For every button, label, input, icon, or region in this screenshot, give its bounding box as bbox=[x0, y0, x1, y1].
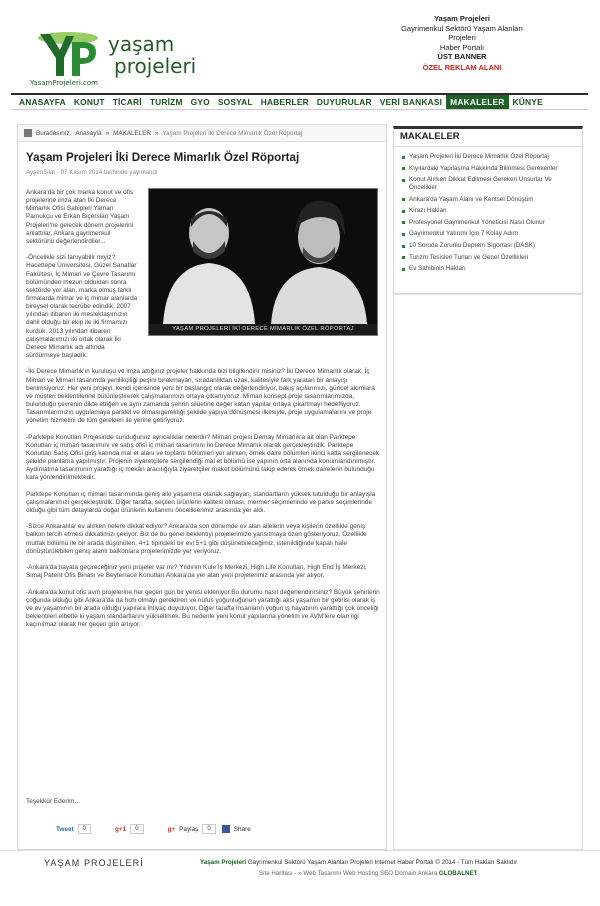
sidebar-item-link[interactable]: Yaşam Projeleri İki Derece Mimarlık Özel Röportaj bbox=[409, 153, 549, 160]
sidebar-title: MAKALELER bbox=[394, 129, 582, 147]
gplus-count: 0 bbox=[130, 824, 143, 834]
tweet-count: 0 bbox=[78, 824, 91, 834]
site-logo[interactable] bbox=[30, 28, 200, 90]
logo-wordmark bbox=[108, 33, 196, 77]
logo-line2: projeleri bbox=[114, 54, 197, 78]
ad-line2: Gayrimenkul Sektörü Yaşam Alanları Projeleri bbox=[401, 23, 523, 42]
nav-turizm[interactable]: TURİZM bbox=[149, 97, 183, 107]
sidebar-item[interactable] bbox=[402, 207, 576, 215]
sidebar-item-link[interactable]: Konut Alırken Dikkat Edilmesi Gereken Unsurlar Ve Öncelikler bbox=[409, 176, 552, 191]
sidebar-item[interactable] bbox=[402, 230, 576, 238]
footer-credits bbox=[259, 870, 477, 877]
sidebar-list bbox=[394, 147, 582, 273]
share-label: Share bbox=[233, 825, 251, 833]
breadcrumb-current: Yaşam Projeleri İki Derece Mimarlık Özel Röportaj bbox=[162, 129, 303, 137]
like-button[interactable] bbox=[168, 824, 216, 834]
article-paragraph: Ankara'da bir çok marka konut ve ofis projelerine imza atan İki Derece Mimarlık Ofisi Sahipleri Yaman Pamukçu ve Erkan Biçerslan Yaşam Projeleri'ne gelecek dönem projelerini anlattılar, Ankara gayrimenkul sektörünü değerlendirdiler... bbox=[26, 189, 134, 245]
nav-anasayfa[interactable]: ANASAYFA bbox=[19, 97, 66, 107]
ad-line3: Haber Portalı bbox=[439, 42, 485, 52]
breadcrumb-section[interactable]: MAKALELER bbox=[113, 129, 151, 137]
nav-kunye[interactable]: KÜNYE bbox=[512, 97, 543, 107]
sidebar-item[interactable] bbox=[402, 219, 576, 227]
breadcrumb bbox=[18, 125, 386, 142]
article-paragraph: -Ankara'da konut ofis avm projelerine her geçen gün bir yenisi ekleniyor.Bu durumu nasıl değerlendirirsiniz? Büyük şehirlerin çoğunda olduğu gibi Ankara'da da hızlı olmayı gerektiren ve nüfus yoğunluğunun yarattığı aksi yaşamın bir getirisi olarak iş ve ev yaşamının bir arada olduğu yapılara ihtiyaç duyuluyor. Diğer tarafta insanların yoğun iş hayatının yarattığı çok önceliği beklentileri elbette ki yaşam standartlarını yükseltmek. Bu nedenle yeni konut yapılarına yönelim ve AVM'lere olan ilgi kaçınılmaz olarak her geçen gün artıyor. bbox=[26, 588, 380, 629]
nav-sosyal[interactable]: SOSYAL bbox=[217, 97, 253, 107]
article-title: Yaşam Projeleri İki Derece Mimarlık Özel Röportaj bbox=[26, 151, 300, 164]
gplus-icon: g+ bbox=[167, 825, 176, 833]
article-body bbox=[26, 189, 380, 637]
sidebar-makaleler bbox=[393, 126, 583, 294]
gplus-label: g+1 bbox=[114, 825, 127, 833]
breadcrumb-label: Buradasınız: bbox=[36, 129, 72, 137]
footer-globalnet[interactable]: GLOBALNET bbox=[438, 870, 478, 877]
nav-konut[interactable]: KONUT bbox=[73, 97, 105, 107]
footer-credits-text[interactable]: Site Haritası - » Web Tasarımı Web Hosting SEO Domain Ankara bbox=[259, 870, 438, 877]
article-paragraph: -Öncelikle sizi tanıyabilir miyiz? Hacettepe Üniversitesi, Güzel Sanatlar Fakültesi, İç Mimari ve Çevre Tasarımı bölümünden mezun olduktan sonra sektörde yer alan, marka olmuş farklı firmalarda mimar ve iç mimar alanlarda bireysel olarak tecrübe edindik. 2007 yılından itibaren iki meslektaşımızın dahil olduğu bir ekip ile iki firmamızı kurduk. 2013 yılından itibaren çalışmalarımızı iki ortak olarak İki Derece Mimarlık adı altında sürdürmeye başladık. bbox=[26, 254, 138, 360]
footer bbox=[0, 850, 600, 906]
footer-copyright-text: Gayrimenkul Sektörü Yaşam Alanları Projeleri Internet Haber Portalı © 2014 - Tüm Hakları Saklıdır bbox=[247, 859, 518, 866]
article-paragraph: -Sizce Ankaralılar ev alırken nelere dikkat ediyor? Ankara'da son dönemde ev alan ailelerin veya kişilerin özellikle geniş balkon tercih etmesi dikkatimizi çekiyor. Biz de bu genel beklentiyi projelerimize yansıtmaya özen gösteriyoruz. Özellikle mutfak bölümü ile bir arada düşünülen, 4+1 tipindeki bir evi 5+1 gibi düşünebileceğimiz, istenildiğinde kapalı hale dönüştürülebilen geniş alanlı balkonlara projelerimizde yer veriyoruz. bbox=[26, 523, 367, 555]
nav-makaleler[interactable]: MAKALELER bbox=[446, 95, 508, 109]
sidebar-item-link[interactable]: Ev Sahibinin Hakları bbox=[409, 265, 466, 273]
sidebar-item-link[interactable]: Ankara'da Yaşam Alanı ve Kentsel Dönüşüm bbox=[409, 195, 534, 203]
main-nav bbox=[11, 93, 588, 110]
nav-veri-bankasi[interactable]: VERİ BANKASI bbox=[379, 97, 443, 107]
photo-caption: YAŞAM PROJELERİ İKİ DERECE MİMARLIK ÖZEL RÖPORTAJ bbox=[149, 324, 377, 335]
ad-line5: ÖZEL REKLAM ALANI bbox=[422, 62, 502, 72]
tweet-label: Tweet bbox=[56, 825, 74, 833]
sidebar-item-link[interactable]: Gayrimenkul Yatırımı İçin 7 Kolay Adım bbox=[409, 230, 518, 238]
sidebar-item[interactable] bbox=[402, 153, 576, 161]
sidebar-item[interactable] bbox=[402, 165, 576, 173]
article-paragraph: -İki Derece Mimarlık'ın kuruluşu ve imza attığınız projeler hakkında bizi bilgilendirir misiniz? İki Derece Mimarlık olarak, İç Mimari ve Mimari tasarımda yenilikçiliği peşini bırakmayan, sıradanlıktan uzak, kalitesiyle fark yaratan bir anlayışı benimsiyoruz. Her yeni projeyi, kendi içerisinde yeni bir başlangıç olarak değerlendiriyor, bakış açılarımızı, güncel akımlara ve müşteri beklentilerine bütünleştirerek çalışmalarımızı ortaya çıkartıyoruz. Mimari konsept proje tasarımlarımızda, bulunduğu çevrenin dikte ettiğen ve aynı zamanda şehrin silüetine değer katan yapılar ortaya çıkartmayı hedefliyoruz. Tasarımlarımızın uygulamaya paralel ve olmasıgerektiği şekilde yapıya dönüşmesi ilkesiyle, proje uygulamalarını ve proje yönetim hizmetini de tüm gerekleri ile yerine getiriyoruz. bbox=[26, 368, 375, 425]
article-container bbox=[17, 124, 387, 850]
share-bar bbox=[56, 824, 251, 834]
article-thanks: Teşekkür Ederim... bbox=[26, 798, 80, 805]
tweet-button[interactable] bbox=[56, 824, 91, 834]
ad-line4: ÜST BANNER bbox=[437, 52, 487, 61]
sidebar-item-link[interactable]: 10 Soruda Zorunlu Deprem Sigortası (DASK) bbox=[409, 241, 535, 249]
facebook-icon bbox=[222, 825, 230, 833]
sidebar-ad-area bbox=[393, 294, 583, 850]
nav-haberler[interactable]: HABERLER bbox=[260, 97, 309, 107]
gplus-button[interactable] bbox=[115, 824, 144, 834]
footer-logo[interactable]: YAŞAM PROJELERİ bbox=[44, 858, 144, 868]
chevron-right-icon: » bbox=[105, 129, 110, 137]
article-paragraph: -Parktepe Konutları Projesinde sunduğunuz ayrıcalıklar nelerdir? Mimari projesi Demay Mimarlık'a ait olan Parktepe Konutları iç mimari tasarımını ve satış ofisi iç mimari tasarımını İki Derece Mimarlık olarak gerçekleştirdik. Parktepe Konutları Satış Ofisi giriş katında mal et alanı ve toplantı bölümleri yer alırken, örnek daire bölümleri ikinci katta sergilenecek şekilde planlama yapılmıştır. Projenin ziyaretçilere sergilendiği mal et bölümü ise yapının orta alanında konumlandırılmıştır. Aydınlatma tasarımının yarattığı iç mekân aracılığıyla ziyaretçiler maket bölümünü takip ederek örnek dairelerin bulunduğu kata yönlendirilmektedir. bbox=[26, 433, 380, 482]
article-paragraph: -Ankara'da hayata geçireceğiniz yeni projeler var mı? Yıldırım Kule İş Merkezi, High Life Konutları, High End İş Merkezi, Simaj Patent Ofis Binası ve Beyterrace Konutları Ankara'da yer alan yeni projelerimiz arasında yer alıyor. bbox=[26, 564, 367, 580]
chevron-right-icon: » bbox=[154, 129, 159, 137]
sidebar-item-link[interactable]: Profesyonel Gayrimenkul Yöneticisi Nasıl Olunur bbox=[409, 218, 545, 226]
like-label: Paylaş bbox=[179, 825, 199, 833]
header-banner-ad[interactable] bbox=[387, 14, 537, 72]
logo-url: YasamProjeleri.com bbox=[30, 79, 98, 87]
breadcrumb-home[interactable]: Anasayfa bbox=[75, 129, 102, 137]
home-icon bbox=[24, 129, 32, 137]
sidebar-item[interactable] bbox=[402, 196, 576, 204]
sidebar-item[interactable] bbox=[402, 265, 576, 273]
nav-duyurular[interactable]: DUYURULAR bbox=[316, 97, 372, 107]
sidebar-item[interactable] bbox=[402, 176, 576, 192]
footer-brand: Yaşam Projeleri bbox=[200, 859, 247, 866]
ad-line1: Yaşam Projeleri bbox=[434, 14, 490, 23]
facebook-share-button[interactable] bbox=[222, 825, 251, 833]
nav-ticari[interactable]: TİCARİ bbox=[112, 97, 142, 107]
article-paragraph: Parktepe Konutları iç mimari tasarımında geniş aile yaşamına olanak sağlayan, standartların yüksek tutulduğu bir anlayışla çalışmalarımızı gerçekleştirdik. Diğer tarafta, seçilen ürünlerin kalitesi olması, mermer seçimlerinde ve parke seçimlerinde olduğu gibi tüm detaylarda doğal ürünlerin kullanımı önceliklerimiz arasında yer aldı. bbox=[26, 490, 376, 515]
sidebar-item-link[interactable]: Kıyılardaki Yapılaşma Hakkında Bilinmesi Gerekenler bbox=[409, 164, 558, 172]
footer-copyright bbox=[200, 859, 517, 866]
sidebar-item[interactable] bbox=[402, 242, 576, 250]
header bbox=[0, 0, 600, 92]
sidebar-item[interactable] bbox=[402, 254, 576, 262]
nav-gyo[interactable]: GYO bbox=[190, 97, 210, 107]
sidebar-item-link[interactable]: Kirazı Hakları bbox=[409, 207, 447, 215]
like-count: 0 bbox=[202, 824, 215, 834]
article-meta: AyşenSilat · 07 Kasım 2014 tarihinde yayınlandı bbox=[26, 169, 158, 176]
logo-line1: yaşam bbox=[108, 32, 175, 56]
logo-yp-icon bbox=[32, 28, 104, 80]
sidebar-item-link[interactable]: Turizm Tesisleri Turları ve Genel Özellikleri bbox=[409, 253, 528, 261]
